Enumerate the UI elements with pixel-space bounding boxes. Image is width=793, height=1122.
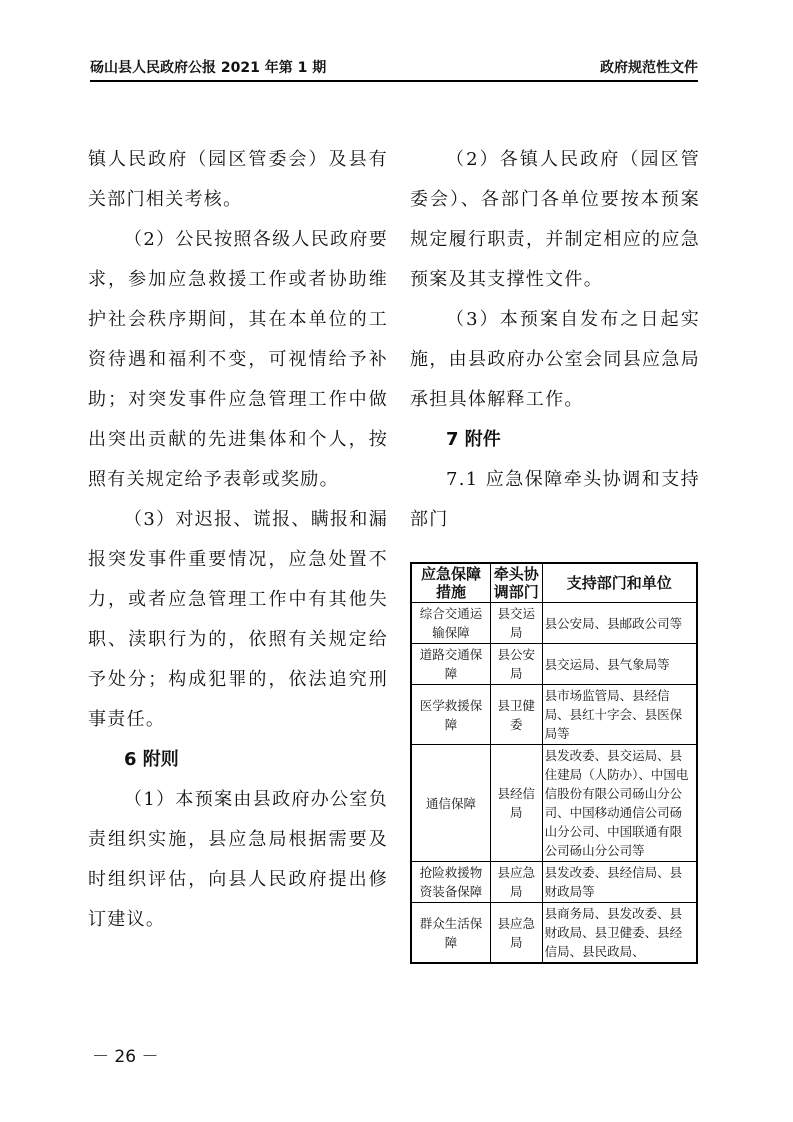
subsection-heading: 7.1 应急保障牵头协调和支持部门 bbox=[410, 469, 700, 530]
table-cell: 县发改委、县交运局、县住建局（人防办）、中国电信股份有限公司砀山分公司、中国移动通信公司砀山分公司、中国联通有限公司砀山分公司等 bbox=[542, 745, 697, 862]
table-cell: 县经信局 bbox=[490, 745, 542, 862]
table-cell: 综合交通运输保障 bbox=[411, 603, 490, 644]
table-header-cell: 支持部门和单位 bbox=[542, 563, 697, 603]
table-cell: 群众生活保障 bbox=[411, 903, 490, 964]
table-cell: 县市场监管局、县经信局、县红十字会、县医保局等 bbox=[542, 685, 697, 745]
section-heading: 7 附件 bbox=[446, 429, 501, 450]
left-column bbox=[88, 140, 388, 940]
table-cell: 道路交通保障 bbox=[411, 644, 490, 685]
header-publication-title: 砀山县人民政府公报 2021 年第 1 期 bbox=[90, 60, 327, 76]
paragraph: （3）对迟报、谎报、瞒报和漏报突发事件重要情况，应急处置不力，或者应急管理工作中有其他失职、渎职行为的，依照有关规定给予处分；构成犯罪的，依法追究刑事责任。 bbox=[88, 509, 388, 730]
table-cell: 县卫健委 bbox=[490, 685, 542, 745]
support-departments-table bbox=[410, 562, 698, 964]
table-row bbox=[411, 644, 697, 685]
table-header-cell: 应急保障措施 bbox=[411, 563, 490, 603]
paragraph: （2）公民按照各级人民政府要求，参加应急救援工作或者协助维护社会秩序期间，其在本单位的工资待遇和福利不变，可视情给予补助；对突发事件应急管理工作中做出突出贡献的先进集体和个人，按照有关规定给予表彰或奖励。 bbox=[88, 229, 388, 490]
table-header-cell: 牵头协调部门 bbox=[490, 563, 542, 603]
table-cell: 县公安局 bbox=[490, 644, 542, 685]
table-cell: 县公安局、县邮政公司等 bbox=[542, 603, 697, 644]
page-header bbox=[90, 56, 698, 82]
table-cell: 县交运局、县气象局等 bbox=[542, 644, 697, 685]
table-cell: 县发改委、县经信局、县财政局等 bbox=[542, 862, 697, 903]
table-row bbox=[411, 903, 697, 964]
table-row bbox=[411, 862, 697, 903]
page-number: － 26 － bbox=[92, 1047, 159, 1067]
table-cell: 通信保障 bbox=[411, 745, 490, 862]
right-column bbox=[410, 140, 700, 540]
header-section-title: 政府规范性文件 bbox=[600, 60, 698, 76]
table-row bbox=[411, 745, 697, 862]
paragraph: （1）本预案由县政府办公室负责组织实施，县应急局根据需要及时组织评估，向县人民政府提出修订建议。 bbox=[88, 789, 388, 930]
table-cell: 医学救援保障 bbox=[411, 685, 490, 745]
section-heading: 6 附则 bbox=[124, 749, 179, 770]
table-cell: 县应急局 bbox=[490, 862, 542, 903]
table-row bbox=[411, 603, 697, 644]
table-header-row bbox=[411, 563, 697, 603]
table-cell: 县商务局、县发改委、县财政局、县卫健委、县经信局、县民政局、 bbox=[542, 903, 697, 964]
table-cell: 县交运局 bbox=[490, 603, 542, 644]
paragraph: （3）本预案自发布之日起实施，由县政府办公室会同县应急局承担具体解释工作。 bbox=[410, 309, 700, 410]
paragraph: （2）各镇人民政府（园区管委会）、各部门各单位要按本预案规定履行职责，并制定相应的应急预案及其支撑性文件。 bbox=[410, 149, 700, 290]
table-cell: 县应急局 bbox=[490, 903, 542, 964]
table-row bbox=[411, 685, 697, 745]
table-cell: 抢险救援物资装备保障 bbox=[411, 862, 490, 903]
paragraph: 镇人民政府（园区管委会）及县有关部门相关考核。 bbox=[88, 149, 388, 210]
